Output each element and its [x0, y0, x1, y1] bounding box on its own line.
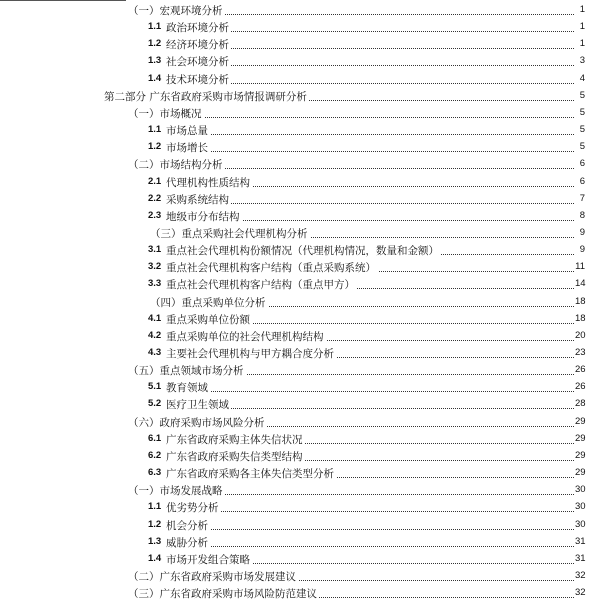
toc-entry-page: 1: [579, 4, 585, 15]
toc-entry-number: 2.2: [148, 192, 162, 204]
toc-entry-page: 31: [575, 552, 586, 564]
toc-entry-title: 市场开发组合策略: [166, 553, 250, 566]
toc-entry-number: 2.3: [148, 209, 162, 221]
dot-leader: [166, 391, 574, 392]
toc-entry-number: 1.1: [148, 501, 162, 513]
toc-entry-title: 医疗卫生领域: [166, 399, 229, 412]
toc-entry-number: 2.1: [148, 175, 162, 187]
toc-entry-page: 28: [575, 398, 586, 410]
toc-entry-title: 技术环境分析: [166, 73, 229, 86]
toc-entry-page: 29: [575, 415, 586, 427]
toc-entry-page: 5: [579, 124, 585, 136]
toc-entry-title: （二）市场结构分析: [128, 159, 223, 172]
toc-entry-title: 教育领域: [166, 382, 208, 395]
toc-entry-number: 6.1: [148, 432, 162, 444]
toc-entry-page: 4: [579, 72, 585, 84]
toc-entry[interactable]: [0, 379, 594, 397]
toc-entry[interactable]: [0, 88, 594, 106]
toc-entry-number: 3.2: [148, 261, 162, 273]
toc-entry-page: 9: [579, 226, 585, 238]
toc-entry-title: 经济环境分析: [166, 39, 229, 52]
toc-entry[interactable]: [0, 362, 594, 380]
toc-entry-page: 30: [575, 518, 586, 530]
toc-entry-number: 1.4: [148, 72, 162, 84]
toc-entry-number: 1.3: [148, 535, 162, 547]
toc-entry-title: 地级市分布结构: [166, 210, 240, 223]
toc-entry-page: 30: [575, 484, 586, 496]
toc-entry[interactable]: [0, 259, 594, 277]
toc-entry-number: 4.3: [148, 347, 162, 358]
toc-entry[interactable]: [0, 431, 594, 449]
toc-entry[interactable]: [0, 534, 594, 552]
toc-entry[interactable]: [0, 448, 594, 466]
toc-entry-page: 32: [575, 569, 586, 581]
toc-entry-page: 31: [575, 535, 586, 547]
toc-entry-title: 广东省政府采购失信类型结构: [166, 450, 303, 463]
toc-entry[interactable]: [0, 328, 594, 346]
toc-entry-number: 4.1: [148, 312, 162, 324]
toc-entry-number: 5.1: [148, 381, 162, 393]
toc-entry-title: （四）重点采购单位分析: [150, 296, 266, 309]
top-divider: [0, 0, 126, 1]
toc-entry-page: 1: [579, 38, 585, 50]
toc-entry-title: （五）重点领域市场分析: [128, 365, 244, 378]
dot-leader: [166, 151, 574, 152]
toc-entry-page: 11: [575, 261, 585, 273]
toc-entry[interactable]: [0, 465, 594, 483]
toc-entry-number: 3.1: [148, 244, 162, 256]
toc-entry[interactable]: [0, 551, 594, 569]
toc-entry-page: 6: [579, 158, 585, 170]
toc-entry-title: 政治环境分析: [166, 22, 229, 35]
toc-entry[interactable]: [0, 122, 594, 140]
toc-entry[interactable]: [0, 191, 594, 209]
toc-entry-title: 社会环境分析: [166, 56, 229, 69]
toc-entry-title: 重点采购单位份额: [166, 313, 250, 326]
toc-entry-page: 5: [579, 89, 585, 101]
toc-entry[interactable]: [0, 139, 594, 157]
toc-entry-number: 1.2: [148, 518, 162, 530]
toc-entry-page: 30: [575, 501, 586, 513]
toc-entry-page: 1: [579, 21, 585, 33]
dot-leader: [166, 529, 574, 530]
toc-entry-page: 29: [575, 449, 586, 461]
toc-entry-page: 5: [579, 106, 585, 118]
toc-entry-number: 1.2: [148, 38, 162, 50]
toc-entry[interactable]: [0, 105, 594, 123]
toc-entry[interactable]: [0, 36, 594, 54]
toc-entry-title: 代理机构性质结构: [166, 176, 250, 189]
toc-entry[interactable]: [0, 2, 594, 20]
toc-entry[interactable]: [0, 568, 594, 586]
toc-entry-number: 1.1: [148, 124, 162, 136]
toc-entry-number: 1.2: [148, 141, 162, 153]
toc-entry-title: 重点社会代理机构份额情况（代理机构情况，数量和金额）: [166, 245, 439, 258]
toc-entry[interactable]: [0, 276, 594, 294]
toc-entry[interactable]: [0, 294, 594, 312]
toc-entry-page: 29: [575, 432, 586, 444]
toc-entry-title: （三）重点采购社会代理机构分析: [150, 227, 308, 240]
toc-entry-page: 8: [579, 209, 585, 221]
toc-entry[interactable]: [0, 242, 594, 260]
toc-entry[interactable]: [0, 414, 594, 432]
toc-entry-title: 重点采购单位的社会代理机构结构: [166, 330, 324, 343]
toc-entry-number: 6.2: [148, 449, 162, 461]
toc-entry-page: 5: [579, 141, 585, 153]
toc-entry-title: 第二部分 广东省政府采购市场情报调研分析: [104, 90, 307, 103]
toc-entry-number: 4.2: [148, 329, 162, 341]
toc-entry[interactable]: [0, 396, 594, 414]
toc-entry-number: 3.3: [148, 278, 162, 290]
toc-entry[interactable]: [0, 53, 594, 71]
toc-entry[interactable]: [0, 517, 594, 535]
toc-entry-title: 机会分析: [166, 519, 208, 532]
toc-entry-number: 1.3: [148, 55, 162, 67]
toc-entry[interactable]: [0, 156, 594, 174]
toc-entry[interactable]: [0, 311, 594, 329]
toc-entry-title: 重点社会代理机构客户结构（重点甲方）: [166, 279, 355, 292]
toc-entry[interactable]: [0, 225, 594, 243]
toc-entry-page: 14: [575, 278, 586, 290]
toc-entry-title: （一）市场概况: [128, 107, 202, 120]
toc-entry[interactable]: [0, 71, 594, 89]
dot-leader: [166, 134, 574, 135]
toc-entry-number: 1.4: [148, 552, 162, 564]
toc-entry-title: 市场总量: [166, 125, 208, 138]
toc-entry[interactable]: [0, 19, 594, 37]
toc-entry-page: 3: [579, 55, 585, 67]
toc-entry-title: （一）宏观环境分析: [128, 5, 223, 17]
toc-entry-title: 市场增长: [166, 142, 208, 155]
toc-entry[interactable]: [0, 499, 594, 517]
toc-entry[interactable]: [0, 208, 594, 226]
toc-entry-page: 18: [575, 312, 586, 324]
toc-entry-title: 优劣势分析: [166, 502, 219, 515]
toc-entry-title: （三）广东省政府采购市场风险防范建议: [128, 588, 317, 601]
dot-leader: [166, 546, 574, 547]
toc-entry-page: 23: [575, 347, 586, 358]
toc-entry-page: 9: [579, 244, 585, 256]
toc-entry[interactable]: [0, 585, 594, 603]
toc-entry-title: 广东省政府采购各主体失信类型分析: [166, 468, 334, 481]
toc-entry-title: 威胁分析: [166, 536, 208, 549]
toc-entry-page: 29: [575, 467, 586, 479]
toc-entry-title: 采购系统结构: [166, 193, 229, 206]
toc-entry-page: 32: [575, 587, 586, 599]
toc-entry-page: 26: [575, 364, 586, 376]
toc-entry-page: 6: [579, 175, 585, 187]
dot-leader: [166, 511, 574, 512]
toc-entry-title: 广东省政府采购主体失信状况: [166, 433, 303, 446]
toc-entry-title: 重点社会代理机构客户结构（重点采购系统）: [166, 262, 376, 275]
toc-entry[interactable]: [0, 174, 594, 192]
toc-entry[interactable]: [0, 482, 594, 500]
toc-entry[interactable]: [0, 345, 594, 363]
toc-entry-title: （二）广东省政府采购市场发展建议: [128, 570, 296, 583]
toc-entry-page: 7: [579, 192, 585, 204]
toc-entry-number: 6.3: [148, 467, 162, 479]
toc-entry-title: （六）政府采购市场风险分析: [128, 416, 265, 429]
toc-entry-title: （一）市场发展战略: [128, 485, 223, 498]
toc-entry-number: 5.2: [148, 398, 162, 410]
toc-entry-page: 26: [575, 381, 586, 393]
toc-entry-page: 20: [575, 329, 586, 341]
toc-entry-title: 主要社会代理机构与甲方耦合度分析: [166, 348, 334, 360]
toc-entry-number: 1.1: [148, 21, 162, 33]
toc-entry-page: 18: [575, 295, 586, 307]
